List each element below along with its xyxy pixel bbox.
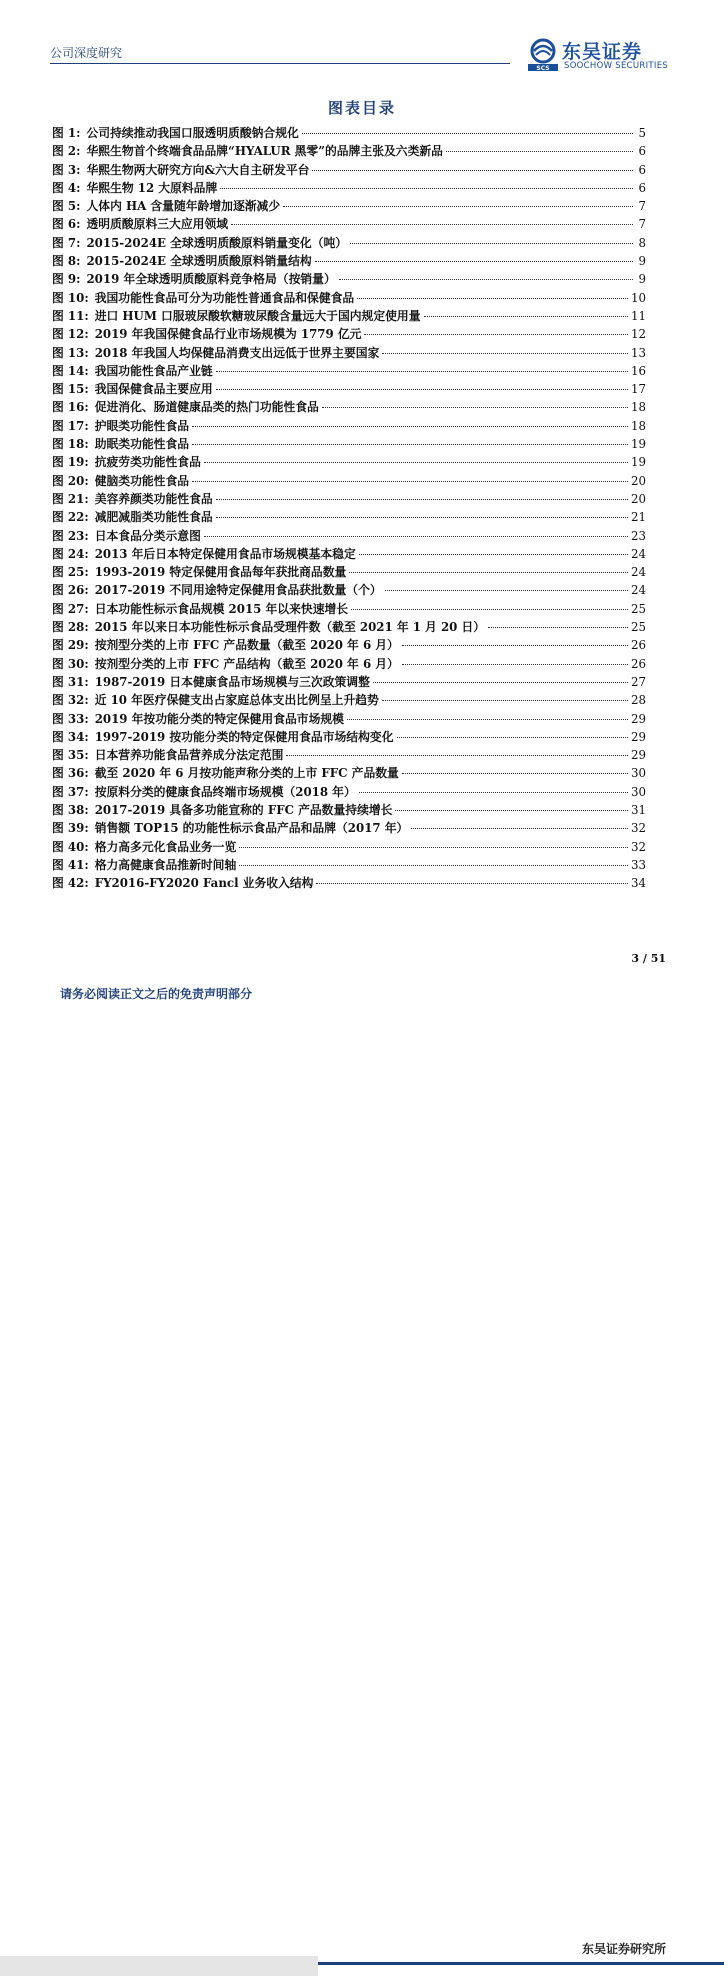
footer-brand: 东吴证券研究所 (581, 1942, 666, 1956)
toc-entry-page: 31 (630, 802, 646, 817)
toc-entry-number: 图 41: (52, 857, 89, 872)
header-rule (50, 63, 510, 64)
toc-entry-leader (382, 353, 628, 354)
toc-entry-number: 图 19: (52, 455, 89, 470)
toc-entry-title: 2019 年按功能分类的特定保健用食品市场规模 (94, 711, 344, 726)
toc-entry-leader (239, 865, 628, 866)
toc-entry-leader (424, 316, 628, 317)
toc-entry-leader (488, 627, 628, 628)
toc-entry-title: 健脑类功能性食品 (94, 473, 190, 488)
toc-entry[interactable] (52, 673, 646, 691)
toc-entry-number: 图 18: (52, 437, 89, 452)
toc-entry-title: 2015-2024E 全球透明质酸原料销量结构 (86, 254, 312, 269)
toc-entry-number: 图 2: (52, 144, 81, 159)
toc-entry-number: 图 40: (52, 839, 89, 854)
header-label: 公司深度研究 (50, 46, 123, 60)
toc-entry-number: 图 21: (52, 491, 89, 506)
toc-entry-page: 26 (630, 656, 646, 671)
toc-entry-leader (395, 810, 628, 811)
toc-entry-page: 13 (630, 345, 646, 360)
toc-entry[interactable] (52, 691, 646, 709)
toc-entry[interactable] (52, 801, 646, 819)
toc-entry-page: 18 (630, 418, 646, 433)
toc-entry-number: 图 36: (52, 766, 89, 781)
page-number: 3 / 51 (631, 952, 666, 965)
toc-entry[interactable] (52, 600, 646, 618)
toc-entry-leader (315, 261, 633, 262)
toc-entry[interactable] (52, 472, 646, 490)
toc-entry-number: 图 24: (52, 546, 89, 561)
toc-entry-title: 华熙生物 12 大原料品牌 (86, 180, 218, 195)
toc-entry-number: 图 26: (52, 583, 89, 598)
toc-entry-number: 图 31: (52, 674, 89, 689)
toc-entry[interactable] (52, 783, 646, 801)
toc-entry[interactable] (52, 764, 646, 782)
toc-entry[interactable] (52, 819, 646, 837)
toc-entry-title: 2015-2024E 全球透明质酸原料销量变化（吨） (86, 235, 348, 250)
toc-entry-title: 华熙生物首个终端食品品牌“HYALUR 黑零”的品牌主张及六类新品 (86, 144, 443, 159)
toc-entry-title: FY2016-FY2020 Fancl 业务收入结构 (94, 876, 314, 891)
toc-entry-title: 按剂型分类的上市 FFC 产品数量（截至 2020 年 6 月） (94, 638, 399, 653)
toc-entry-page: 26 (630, 638, 646, 653)
toc-entry-number: 图 4: (52, 180, 81, 195)
toc-entry-title: 公司持续推动我国口服透明质酸钠合规化 (86, 126, 299, 140)
toc-entry-title: 日本营养功能食品营养成分法定范围 (94, 748, 284, 763)
toc-entry[interactable] (52, 563, 646, 581)
toc-entry-leader (382, 700, 628, 701)
toc-entry-leader (446, 151, 633, 152)
company-logo (526, 37, 676, 73)
toc-entry-page: 29 (630, 729, 646, 744)
toc-entry-page: 25 (630, 601, 646, 616)
toc-entry-page: 20 (630, 491, 646, 506)
toc-entry-leader (216, 499, 628, 500)
toc-entry-page: 21 (630, 510, 646, 525)
toc-entry-page: 10 (630, 290, 646, 305)
toc-entry-number: 图 13: (52, 345, 89, 360)
logo-mark-text: SCS (536, 65, 550, 71)
footer-disclaimer: 请务必阅读正文之后的免责声明部分 (60, 987, 253, 1001)
toc-entry-page: 29 (630, 748, 646, 763)
toc-entry-page: 18 (630, 400, 646, 415)
toc-entry-title: 2017-2019 不同用途特定保健用食品获批数量（个） (94, 583, 382, 598)
toc-entry[interactable] (52, 618, 646, 636)
toc-entry-title: 抗疲劳类功能性食品 (94, 455, 201, 470)
toc-entry-title: 销售额 TOP15 的功能性标示食品产品和品牌（2017 年） (94, 821, 409, 836)
toc-entry-page: 9 (638, 254, 646, 269)
toc-entry[interactable] (52, 581, 646, 599)
toc-entry-leader (322, 407, 628, 408)
toc-entry-page: 27 (630, 674, 646, 689)
toc-entry-leader (351, 609, 628, 610)
toc-entry-page: 20 (630, 473, 646, 488)
toc-entry-page: 6 (638, 180, 646, 195)
toc-entry-title: 人体内 HA 含量随年龄增加逐渐减少 (86, 199, 281, 214)
toc-entry-number: 图 16: (52, 400, 89, 415)
toc-entry-number: 图 28: (52, 620, 89, 635)
toc-entry-leader (216, 517, 628, 518)
toc-entry-page: 7 (638, 199, 646, 214)
toc-entry-leader (385, 590, 628, 591)
toc-entry-title: 格力高多元化食品业务一览 (94, 839, 237, 854)
toc-entry-page: 5 (638, 126, 646, 140)
toc-entry[interactable] (52, 636, 646, 654)
toc-entry-number: 图 32: (52, 693, 89, 708)
toc-entry-title: 日本食品分类示意图 (94, 528, 201, 543)
toc-entry-page: 17 (630, 382, 646, 397)
toc-entry[interactable] (52, 215, 646, 233)
toc-entry-page: 24 (630, 583, 646, 598)
toc-entry-number: 图 14: (52, 363, 89, 378)
toc-entry-title: 护眼类功能性食品 (94, 418, 190, 433)
toc-entry[interactable] (52, 307, 646, 325)
toc-entry-page: 9 (638, 272, 646, 287)
toc-entry[interactable] (52, 417, 646, 435)
toc-entry-title: 2019 年全球透明质酸原料竞争格局（按销量） (86, 272, 336, 287)
toc-entry-leader (239, 847, 628, 848)
toc-entry-number: 图 34: (52, 729, 89, 744)
toc-entry[interactable] (52, 838, 646, 856)
toc-entry-number: 图 3: (52, 162, 81, 177)
toc-entry-page: 33 (630, 857, 646, 872)
toc-entry[interactable] (52, 746, 646, 764)
toc-entry-page: 16 (630, 363, 646, 378)
toc-entry-leader (359, 792, 628, 793)
toc-entry-number: 图 37: (52, 784, 89, 799)
toc-entry[interactable] (52, 234, 646, 252)
toc-entry-number: 图 25: (52, 565, 89, 580)
toc-entry-leader (216, 371, 628, 372)
toc-entry-number: 图 9: (52, 272, 81, 287)
toc-entry-title: 2019 年我国保健食品行业市场规模为 1779 亿元 (94, 327, 362, 342)
toc-entry-number: 图 33: (52, 711, 89, 726)
toc-entry-page: 30 (630, 766, 646, 781)
toc-entry-number: 图 7: (52, 235, 81, 250)
toc-entry-leader (204, 462, 628, 463)
toc-entry-page: 32 (630, 821, 646, 836)
toc-entry-page: 25 (630, 620, 646, 635)
toc-entry[interactable] (52, 453, 646, 471)
toc-entry-title: 华熙生物两大研究方向&六大自主研发平台 (86, 162, 310, 177)
toc-entry[interactable] (52, 362, 646, 380)
toc-entry[interactable] (52, 874, 646, 892)
toc-entry[interactable] (52, 124, 646, 142)
toc-entry-number: 图 30: (52, 656, 89, 671)
toc-entry-leader (283, 206, 633, 207)
toc-entry-leader (339, 279, 633, 280)
soochow-logo-icon (526, 37, 560, 71)
toc-entry-leader (402, 773, 628, 774)
toc-entry-number: 图 39: (52, 821, 89, 836)
toc-entry-page: 28 (630, 693, 646, 708)
toc-entry-leader (347, 719, 628, 720)
toc-entry-title: 日本功能性标示食品规模 2015 年以来快速增长 (94, 601, 349, 616)
toc-entry-leader (411, 828, 628, 829)
toc-entry-page: 24 (630, 546, 646, 561)
toc-entry[interactable] (52, 490, 646, 508)
toc-entry-number: 图 6: (52, 217, 81, 232)
toc-entry[interactable] (52, 344, 646, 362)
logo-name-cn: 东吴证券 (562, 41, 643, 63)
toc-entry[interactable] (52, 179, 646, 197)
toc-entry[interactable] (52, 270, 646, 288)
toc-entry[interactable] (52, 728, 646, 746)
toc-entry-title: 截至 2020 年 6 月按功能声称分类的上市 FFC 产品数量 (94, 766, 399, 781)
toc-entry-page: 19 (630, 437, 646, 452)
toc-entry[interactable] (52, 710, 646, 728)
toc-entry-title: 1993-2019 特定保健用食品每年获批商品数量 (94, 565, 347, 580)
toc-entry-title: 减肥减脂类功能性食品 (94, 510, 213, 525)
toc-entry-leader (312, 170, 633, 171)
toc-entry-page: 11 (630, 308, 646, 323)
toc-entry[interactable] (52, 289, 646, 307)
toc-entry-title: 按剂型分类的上市 FFC 产品结构（截至 2020 年 6 月） (94, 656, 399, 671)
toc-entry-number: 图 42: (52, 876, 89, 891)
toc-entry-leader (216, 389, 628, 390)
toc-entry-page: 6 (638, 162, 646, 177)
toc-entry[interactable] (52, 655, 646, 673)
toc-entry-number: 图 1: (52, 126, 81, 140)
toc-entry-page: 19 (630, 455, 646, 470)
toc-entry[interactable] (52, 508, 646, 526)
toc-entry-number: 图 35: (52, 748, 89, 763)
toc-entry-leader (192, 426, 628, 427)
toc-entry-title: 2013 年后日本特定保健用食品市场规模基本稳定 (94, 546, 356, 561)
toc-entry-title: 我国功能性食品可分为功能性普通食品和保健食品 (94, 290, 355, 305)
toc-entry-leader (402, 664, 628, 665)
toc-entry-title: 助眠类功能性食品 (94, 437, 190, 452)
toc-entry-title: 2017-2019 具备多功能宣称的 FFC 产品数量持续增长 (94, 802, 393, 817)
toc-entry-leader (192, 481, 628, 482)
footer-line (318, 1962, 724, 1965)
toc-entry-title: 1987-2019 日本健康食品市场规模与三次政策调整 (94, 674, 370, 689)
toc-list (52, 124, 646, 892)
toc-entry-title: 透明质酸原料三大应用领域 (86, 217, 229, 232)
toc-entry-leader (397, 737, 628, 738)
toc-entry-number: 图 38: (52, 802, 89, 817)
toc-entry-number: 图 8: (52, 254, 81, 269)
toc-entry-title: 促进消化、肠道健康品类的热门功能性食品 (94, 400, 319, 415)
toc-entry-leader (204, 536, 628, 537)
toc-entry-leader (231, 224, 633, 225)
toc-entry[interactable] (52, 380, 646, 398)
toc-entry-title: 按原料分类的健康食品终端市场规模（2018 年） (94, 784, 356, 799)
toc-entry-title: 1997-2019 按功能分类的特定保健用食品市场结构变化 (94, 729, 394, 744)
toc-entry-title: 格力高健康食品推新时间轴 (94, 857, 237, 872)
toc-entry-leader (349, 572, 628, 573)
toc-entry-title: 2018 年我国人均保健品消费支出远低于世界主要国家 (94, 345, 380, 360)
toc-entry-page: 23 (630, 528, 646, 543)
toc-entry-page: 6 (638, 144, 646, 159)
toc-entry-title: 美容养颜类功能性食品 (94, 491, 213, 506)
toc-entry[interactable] (52, 856, 646, 874)
toc-entry[interactable] (52, 545, 646, 563)
toc-entry[interactable] (52, 161, 646, 179)
toc-entry-number: 图 12: (52, 327, 89, 342)
toc-entry-page: 30 (630, 784, 646, 799)
toc-entry-number: 图 29: (52, 638, 89, 653)
toc-entry[interactable] (52, 398, 646, 416)
toc-entry[interactable] (52, 527, 646, 545)
logo-name-en: SOOCHOW SECURITIES (564, 61, 669, 71)
toc-entry[interactable] (52, 197, 646, 215)
toc-entry-leader (286, 755, 628, 756)
toc-entry-number: 图 5: (52, 199, 81, 214)
toc-entry-title: 2015 年以来日本功能性标示食品受理件数（截至 2021 年 1 月 20 日） (94, 620, 486, 635)
toc-entry-number: 图 22: (52, 510, 89, 525)
toc-entry-number: 图 23: (52, 528, 89, 543)
toc-entry-leader (364, 334, 628, 335)
toc-entry-title: 进口 HUM 口服玻尿酸软糖玻尿酸含量远大于国内规定使用量 (94, 308, 421, 323)
toc-entry-title: 近 10 年医疗保健支出占家庭总体支出比例呈上升趋势 (94, 693, 379, 708)
toc-entry-number: 图 17: (52, 418, 89, 433)
toc-entry-number: 图 27: (52, 601, 89, 616)
toc-entry-number: 图 10: (52, 290, 89, 305)
toc-entry-leader (350, 243, 633, 244)
toc-entry-page: 8 (638, 235, 646, 250)
toc-entry-page: 29 (630, 711, 646, 726)
toc-entry[interactable] (52, 142, 646, 160)
toc-entry-leader (302, 133, 633, 134)
toc-entry-page: 12 (630, 327, 646, 342)
toc-title: 图表目录 (327, 99, 396, 117)
toc-entry-number: 图 15: (52, 382, 89, 397)
toc-entry-leader (402, 645, 628, 646)
toc-entry-leader (373, 682, 628, 683)
toc-entry-leader (192, 444, 628, 445)
toc-entry-leader (220, 188, 633, 189)
toc-entry-leader (359, 554, 628, 555)
toc-entry[interactable] (52, 435, 646, 453)
toc-entry-page: 24 (630, 565, 646, 580)
toc-entry-number: 图 11: (52, 308, 89, 323)
toc-entry-title: 我国功能性食品产业链 (94, 363, 213, 378)
toc-entry-number: 图 20: (52, 473, 89, 488)
toc-entry-page: 34 (630, 876, 646, 891)
toc-entry-page: 32 (630, 839, 646, 854)
footer-band (0, 1956, 318, 1976)
toc-entry-leader (316, 883, 628, 884)
toc-entry-title: 我国保健食品主要应用 (94, 382, 213, 397)
toc-entry[interactable] (52, 325, 646, 343)
toc-entry-page: 7 (638, 217, 646, 232)
toc-entry-leader (357, 298, 628, 299)
toc-entry[interactable] (52, 252, 646, 270)
